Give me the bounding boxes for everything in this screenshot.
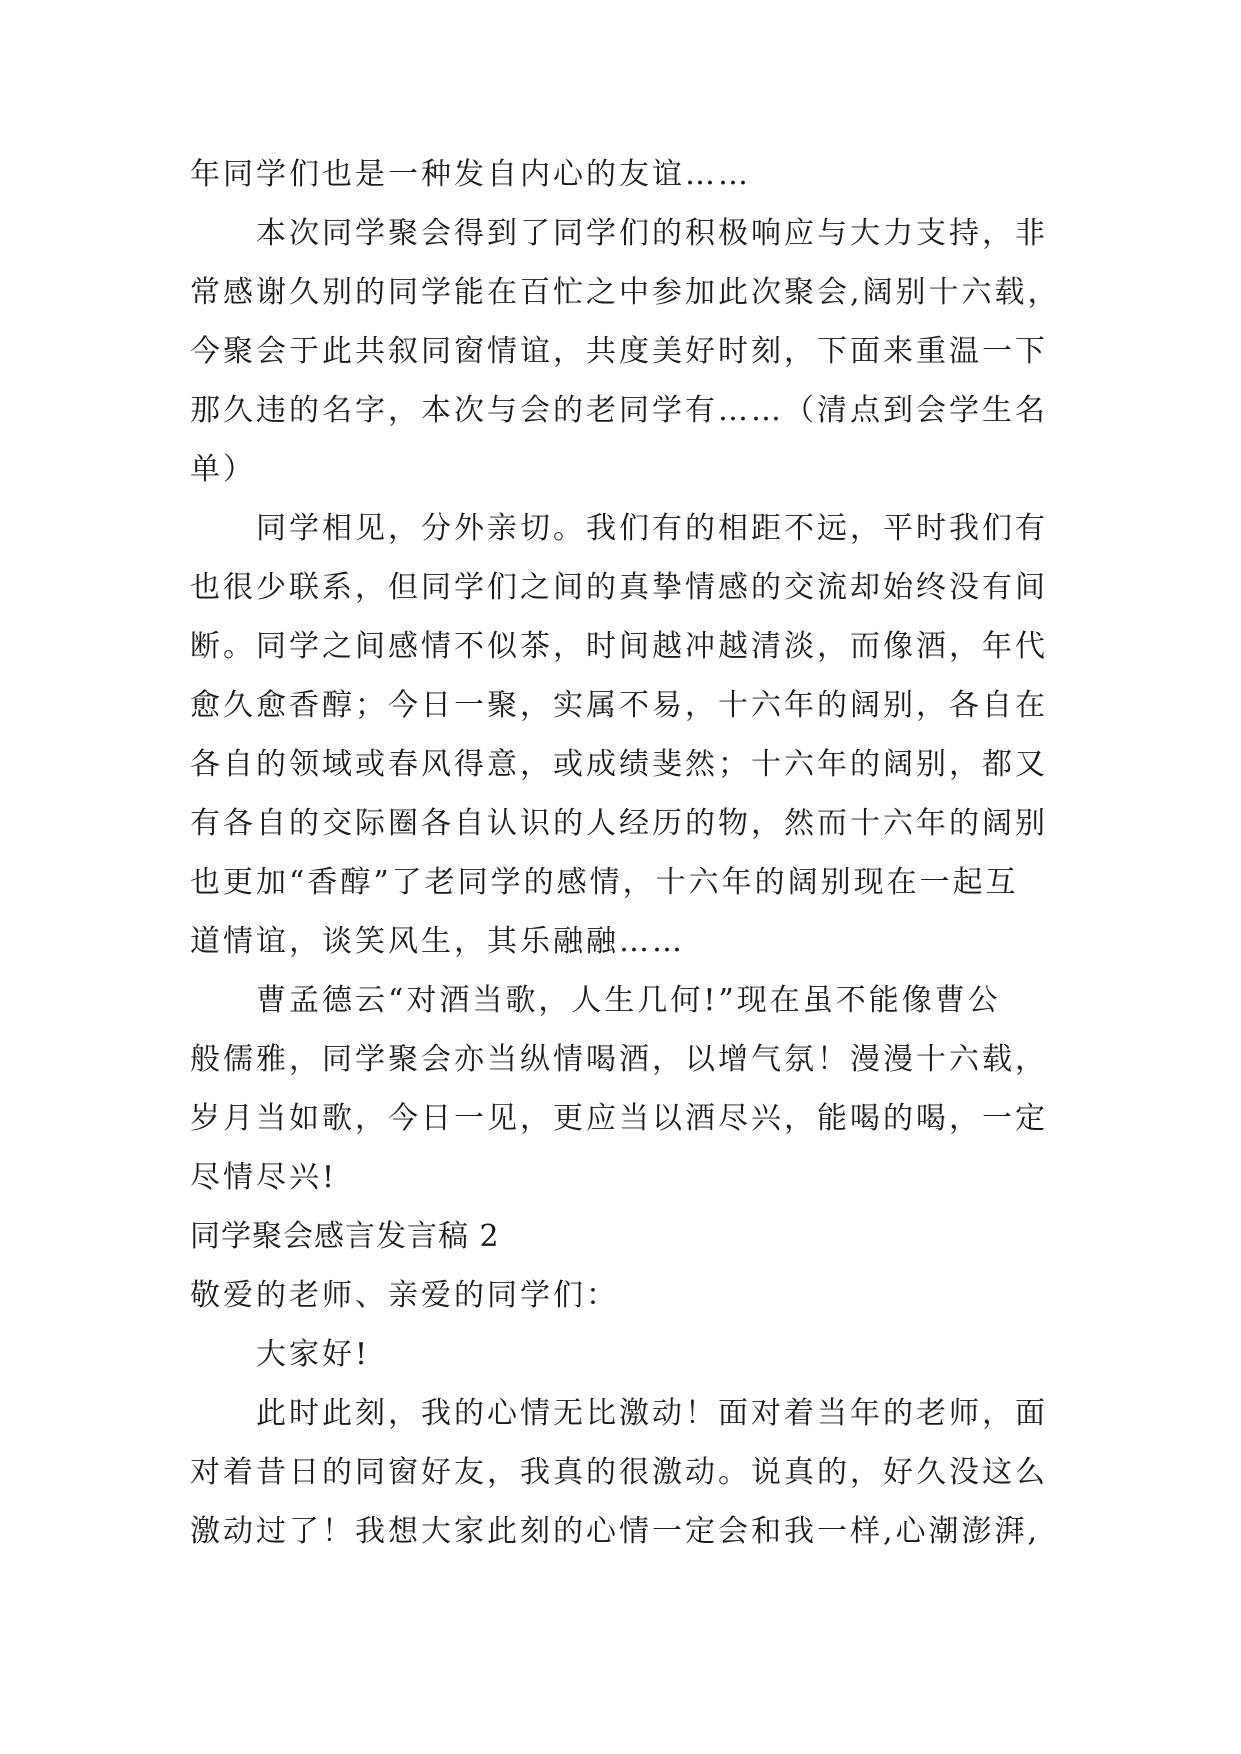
text-line: 对着昔日的同窗好友，我真的很激动。说真的，好久没这么 bbox=[190, 1455, 1048, 1490]
text-line: 各自的领域或春风得意，或成绩斐然；十六年的阔别，都又 bbox=[190, 747, 1048, 782]
text-line: 尽情尽兴! bbox=[190, 1160, 338, 1195]
paragraph-start-line: 此时此刻，我的心情无比激动！面对着当年的老师，面 bbox=[256, 1396, 1048, 1431]
text-line: 道情谊，谈笑风生，其乐融融…… bbox=[190, 924, 685, 959]
text-line: 也更加“香醇”了老同学的感情，十六年的阔别现在一起互 bbox=[190, 865, 1019, 900]
salutation-line: 敬爱的老师、亲爱的同学们： bbox=[190, 1278, 619, 1313]
text-line: 今聚会于此共叙同窗情谊，共度美好时刻，下面来重温一下 bbox=[190, 334, 1048, 369]
text-line: 般儒雅，同学聚会亦当纵情喝酒，以增气氛！漫漫十六载， bbox=[190, 1042, 1048, 1077]
document-body bbox=[190, 157, 1090, 1576]
section-heading: 同学聚会感言发言稿 2 bbox=[190, 1219, 500, 1254]
text-line: 愈久愈香醇；今日一聚，实属不易，十六年的阔别，各自在 bbox=[190, 688, 1048, 723]
text-line: 断。同学之间感情不似茶，时间越冲越清淡，而像酒，年代 bbox=[190, 629, 1048, 664]
text-line: 常感谢久别的同学能在百忙之中参加此次聚会,阔别十六载， bbox=[190, 275, 1061, 310]
text-line: 岁月当如歌，今日一见，更应当以酒尽兴，能喝的喝，一定 bbox=[190, 1101, 1048, 1136]
paragraph-start-line: 曹孟德云“对酒当歌，人生几何!”现在虽不能像曹公 bbox=[256, 983, 1001, 1018]
text-line: 那久违的名字，本次与会的老同学有……（清点到会学生名 bbox=[190, 393, 1048, 428]
text-line: 年同学们也是一种发自内心的友谊…… bbox=[190, 157, 751, 192]
greeting-line: 大家好! bbox=[256, 1337, 371, 1372]
text-line: 也很少联系，但同学们之间的真挚情感的交流却始终没有间 bbox=[190, 570, 1048, 605]
text-line: 单） bbox=[190, 452, 256, 487]
paragraph-start-line: 同学相见，分外亲切。我们有的相距不远，平时我们有 bbox=[256, 511, 1048, 546]
paragraph-start-line: 本次同学聚会得到了同学们的积极响应与大力支持，非 bbox=[256, 216, 1048, 251]
text-line: 激动过了！我想大家此刻的心情一定会和我一样,心潮澎湃, bbox=[190, 1514, 1041, 1549]
text-line: 有各自的交际圈各自认识的人经历的物，然而十六年的阔别 bbox=[190, 806, 1048, 841]
